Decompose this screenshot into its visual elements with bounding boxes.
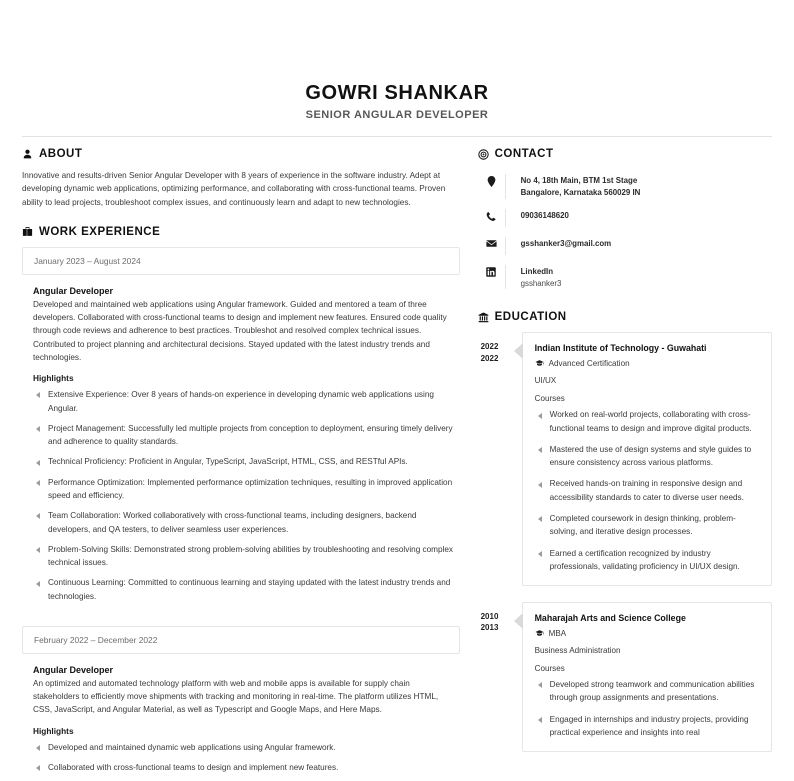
graduation-cap-icon bbox=[535, 629, 544, 638]
graduation-cap-icon bbox=[535, 359, 544, 368]
list-item: Mastered the use of design systems and style guides to ensure consistency across various platforms. bbox=[535, 443, 759, 470]
job-description: Developed and maintained web applications using Angular framework. Guided and mentored a team of three developers. Collaborated with cross-functional teams to design and implement new features. Ensured code quality through code reviews and adherence to best practices. Troubleshot and resolved complex technical issues. Contributed to project planning and architectural decisions. Stayed updated with the latest industry trends and technologies. bbox=[33, 299, 447, 362]
education-heading: EDUCATION bbox=[494, 311, 567, 324]
education-courses-label: Courses bbox=[534, 664, 565, 673]
education-year-end: 2013 bbox=[480, 623, 499, 633]
target-icon bbox=[478, 149, 489, 160]
bank-icon bbox=[478, 312, 489, 323]
envelope-icon bbox=[478, 237, 505, 248]
phone-value: 09036148620 bbox=[520, 210, 569, 220]
list-item: Technical Proficiency: Proficient in Angular, TypeScript, JavaScript, HTML, CSS, and RESTful APIs. bbox=[33, 455, 458, 468]
education-card-wrap bbox=[522, 602, 772, 752]
spacer bbox=[22, 209, 460, 226]
education-section-header bbox=[478, 311, 772, 323]
education-degree: Advanced Certification bbox=[548, 359, 630, 369]
list-item: Completed coursework in design thinking, problem-solving, and iterative design processes. bbox=[535, 512, 759, 539]
job-body bbox=[22, 665, 460, 774]
education-year-start: 2010 bbox=[480, 612, 499, 622]
education-courses-label: Courses bbox=[534, 394, 565, 404]
job-highlights-list bbox=[33, 741, 458, 775]
address-line-1: No 4, 18th Main, BTM 1st Stage bbox=[520, 176, 638, 185]
list-item: Worked on real-world projects, collaborating with cross-functional teams to design and improve digital products. bbox=[535, 408, 759, 435]
education-card-wrap bbox=[522, 332, 772, 586]
list-item: Earned a certification recognized by industry professionals, validating proficiency in UI/UX design. bbox=[535, 547, 759, 574]
list-item: Team Collaboration: Worked collaboratively with cross-functional teams, including designers, backend developers, and QA testers, to deliver seamless user experiences. bbox=[33, 509, 458, 536]
person-icon bbox=[22, 149, 33, 160]
contact-list bbox=[478, 169, 772, 294]
job-highlights-list bbox=[33, 388, 458, 603]
education-school: Maharajah Arts and Science College bbox=[534, 613, 686, 624]
list-item: Extensive Experience: Over 8 years of hands-on experience in developing dynamic web applications using Angular. bbox=[33, 388, 458, 415]
email-value: gsshanker3@gmail.com bbox=[520, 238, 612, 248]
education-entry bbox=[478, 602, 772, 752]
list-item: Developed and maintained dynamic web applications using Angular framework. bbox=[33, 741, 458, 754]
list-item: Collaborated with cross-functional teams to design and implement new features. bbox=[33, 761, 458, 774]
linkedin-icon bbox=[478, 265, 505, 277]
education-school: Indian Institute of Technology - Guwahati bbox=[534, 343, 707, 354]
job-body bbox=[22, 286, 460, 603]
contact-section-header bbox=[478, 148, 772, 160]
contact-value bbox=[506, 174, 641, 199]
linkedin-value bbox=[506, 265, 562, 290]
education-degree-row bbox=[535, 629, 759, 638]
highlights-label: Highlights bbox=[33, 725, 74, 736]
job-date-range: February 2022 – December 2022 bbox=[22, 626, 460, 654]
header-divider bbox=[22, 136, 772, 137]
contact-item-phone[interactable] bbox=[478, 204, 772, 232]
list-item: Engaged in internships and industry projects, providing practical experience and insights into real bbox=[535, 713, 759, 740]
contact-heading: CONTACT bbox=[494, 148, 554, 160]
spacer bbox=[478, 294, 772, 311]
left-column bbox=[22, 148, 478, 781]
work-experience-section bbox=[22, 226, 460, 774]
address-line-2: Bangalore, Karnataka 560029 IN bbox=[520, 187, 641, 197]
job-role: Angular Developer bbox=[33, 664, 114, 675]
list-item: Project Management: Successfully led multiple projects from conception to deployment, ensuring timely delivery and adherence to quality standards. bbox=[33, 422, 458, 449]
education-courses-list bbox=[535, 408, 759, 573]
education-field: UI/UX bbox=[534, 376, 557, 386]
job-description: An optimized and automated technology platform with web and mobile apps is available for supply chain stakeholders to efficiently move shipments with tracking and monitoring in real-time. The platform utilizes HTML, CSS, JavaScript, and Angular Material, as well as Typescript and Google Maps, and Here Maps. bbox=[33, 678, 439, 715]
right-column bbox=[478, 148, 772, 781]
list-item: Performance Optimization: Implemented performance optimization techniques, resulting in improved application speed and efficiency. bbox=[33, 476, 458, 503]
education-degree: MBA bbox=[548, 629, 567, 638]
highlights-label: Highlights bbox=[33, 373, 74, 384]
education-year-end: 2022 bbox=[480, 353, 499, 363]
briefcase-icon bbox=[22, 226, 33, 237]
linkedin-label: LinkedIn bbox=[520, 266, 554, 276]
education-degree-row bbox=[535, 359, 759, 368]
map-pin-icon bbox=[478, 174, 505, 187]
about-section bbox=[22, 148, 460, 209]
list-item: Received hands-on training in responsive design and accessibility standards to cater to diverse user needs. bbox=[535, 477, 759, 504]
contact-item-linkedin[interactable] bbox=[478, 260, 772, 295]
work-experience-section-header bbox=[22, 226, 460, 238]
education-entry bbox=[478, 332, 772, 586]
card-pointer-arrow bbox=[514, 343, 523, 359]
list-item: Problem-Solving Skills: Demonstrated strong problem-solving abilities by troubleshooting and resolving complex technical issues. bbox=[33, 543, 458, 570]
page-title: GOWRI SHANKAR bbox=[305, 82, 489, 104]
about-text: Innovative and results-driven Senior Angular Developer with 8 years of experience in the software industry. Adept at developing dynamic web applications, optimizing performance, and collaborating with cross-functional teams. Proven ability to lead projects, troubleshoot complex issues, and continuously learn and adapt to new technologies. bbox=[22, 171, 446, 207]
education-courses-list bbox=[535, 678, 759, 739]
about-section-header bbox=[22, 148, 460, 160]
contact-item-address bbox=[478, 169, 772, 204]
job-date-range: January 2023 – August 2024 bbox=[22, 247, 460, 275]
about-heading: ABOUT bbox=[39, 148, 83, 160]
spacer bbox=[22, 610, 460, 626]
content-columns bbox=[22, 148, 772, 781]
education-card bbox=[522, 602, 772, 752]
list-item: Continuous Learning: Committed to continuous learning and staying updated with the latest industry trends and technologies. bbox=[33, 576, 458, 603]
education-section bbox=[478, 311, 772, 752]
header-subtitle: SENIOR ANGULAR DEVELOPER bbox=[305, 109, 489, 121]
work-experience-heading: WORK EXPERIENCE bbox=[39, 225, 161, 238]
job-role: Angular Developer bbox=[33, 285, 114, 296]
work-experience-entry bbox=[22, 247, 460, 603]
education-year-start: 2022 bbox=[480, 342, 499, 352]
education-field: Business Administration bbox=[534, 646, 621, 655]
linkedin-handle: gsshanker3 bbox=[520, 278, 562, 288]
work-experience-entry bbox=[22, 626, 460, 774]
education-card bbox=[522, 332, 772, 586]
resume-header bbox=[22, 0, 772, 137]
list-item: Developed strong teamwork and communication abilities through group assignments and presentations. bbox=[535, 678, 759, 705]
card-pointer-arrow bbox=[514, 613, 523, 629]
contact-item-email[interactable] bbox=[478, 232, 772, 260]
contact-section bbox=[478, 148, 772, 294]
phone-icon bbox=[478, 209, 505, 222]
